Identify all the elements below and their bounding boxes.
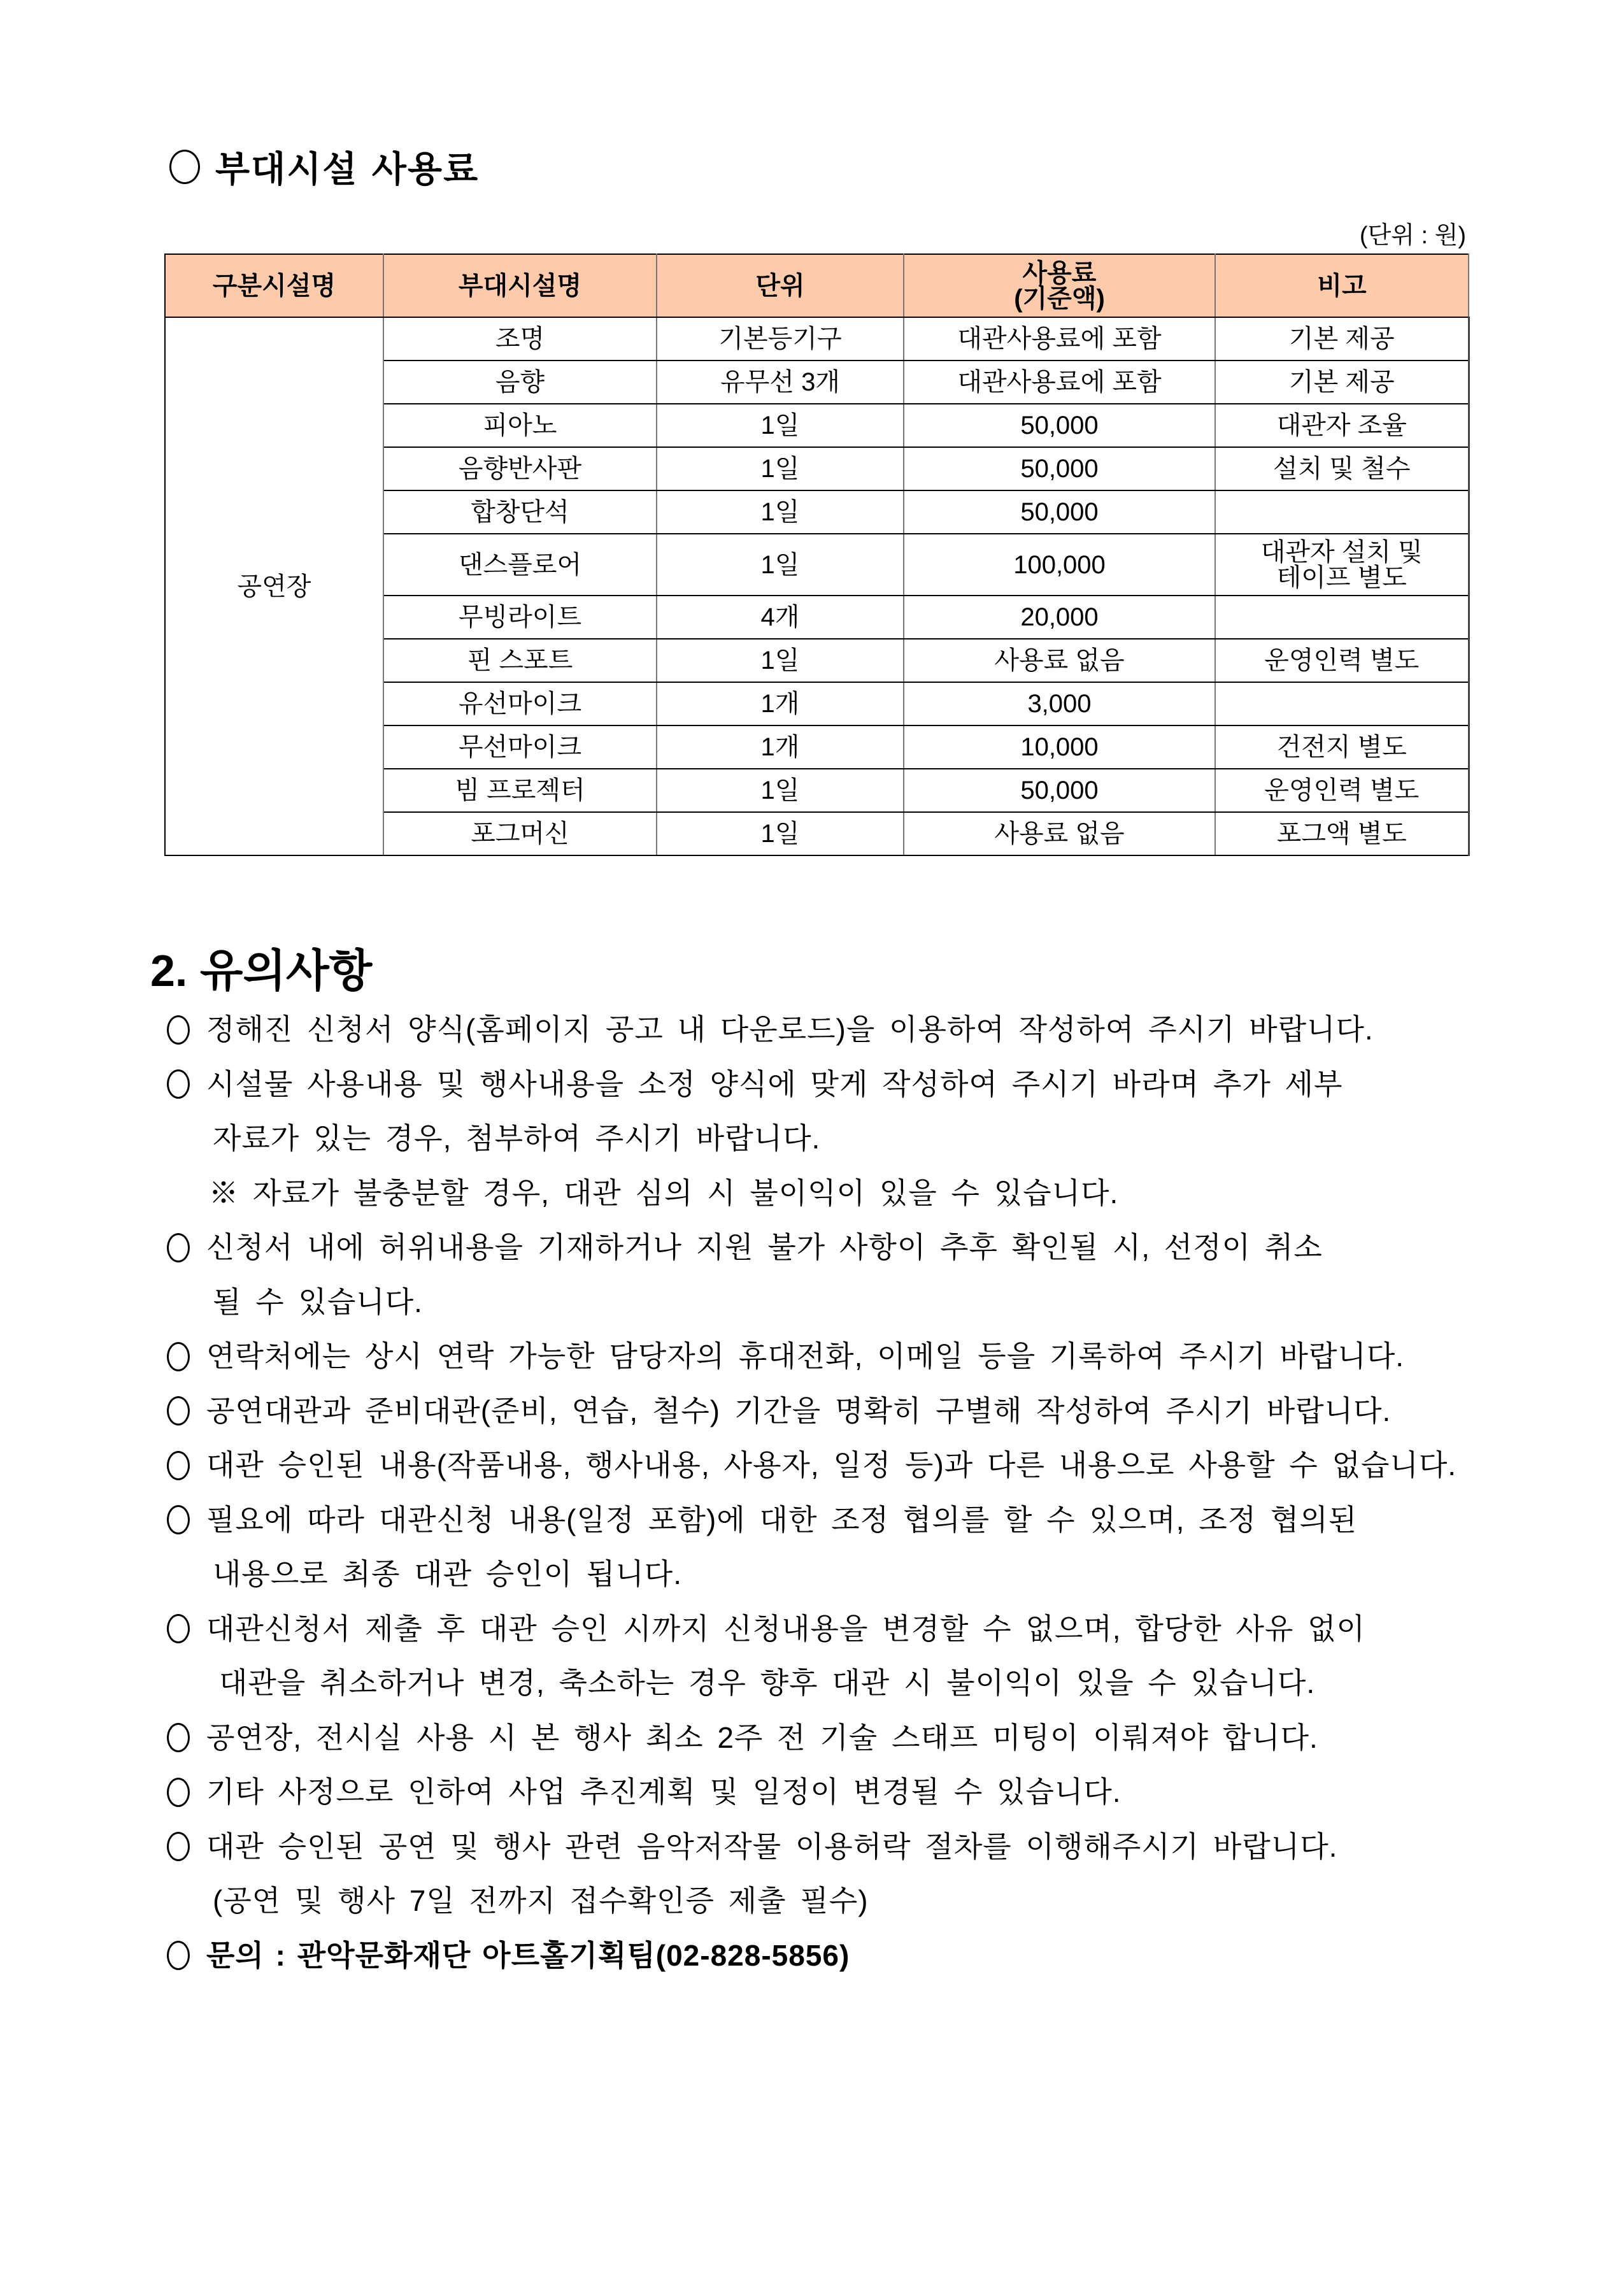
list-item: 기타 사정으로 인하여 사업 추진계획 및 일정이 변경될 수 있습니다.	[167, 1765, 1479, 1820]
circle-bullet-icon	[167, 1342, 190, 1371]
notes-heading: 2. 유의사항	[150, 946, 373, 996]
facility-fee-table	[164, 254, 1470, 856]
facility-cell: 포그머신	[383, 812, 657, 855]
list-item-continuation: 내용으로 최종 대관 승인이 됩니다.	[213, 1557, 683, 1590]
fee-cell: 사용료 없음	[904, 812, 1215, 855]
fee-cell: 100,000	[904, 534, 1215, 596]
note-cell	[1215, 490, 1469, 534]
note-cell: 포그액 별도	[1215, 812, 1469, 855]
note-cell	[1215, 682, 1469, 725]
note-line1: 대관자 설치 및	[1260, 538, 1423, 566]
circle-bullet-icon	[167, 1233, 190, 1262]
unit-cell: 1일	[657, 812, 904, 855]
circle-bullet-icon	[167, 1015, 190, 1045]
list-item-continuation: 될 수 있습니다.	[213, 1285, 423, 1318]
note-cell: 운영인력 별도	[1215, 639, 1469, 682]
fee-cell: 10,000	[904, 725, 1215, 769]
facility-cell: 댄스플로어	[383, 534, 657, 596]
list-item: 필요에 따라 대관신청 내용(일정 포함)에 대한 조정 협의를 할 수 있으며, 조정 협의된	[167, 1493, 1479, 1548]
unit-cell: 1일	[657, 639, 904, 682]
list-item: 대관 승인된 공연 및 행사 관련 음악저작물 이용허락 절차를 이행해주시기 바랍니다.	[167, 1820, 1479, 1875]
table-header-row	[165, 254, 1469, 317]
fee-cell: 대관사용료에 포함	[904, 317, 1215, 361]
facility-cell: 유선마이크	[383, 682, 657, 725]
unit-cell: 1개	[657, 682, 904, 725]
circle-bullet-icon	[169, 150, 200, 184]
fee-cell: 3,000	[904, 682, 1215, 725]
circle-bullet-icon	[167, 1505, 190, 1534]
fee-cell: 50,000	[904, 404, 1215, 447]
unit-cell: 1일	[657, 490, 904, 534]
list-item: 대관신청서 제출 후 대관 승인 시까지 신청내용을 변경할 수 없으며, 합당한 사유 없이	[167, 1602, 1479, 1657]
fee-cell: 20,000	[904, 596, 1215, 639]
facility-cell: 무선마이크	[383, 725, 657, 769]
note-cell: 대관자 조율	[1215, 404, 1469, 447]
note-cell	[1215, 534, 1469, 596]
circle-bullet-icon	[167, 1451, 190, 1480]
facility-cell: 핀 스포트	[383, 639, 657, 682]
note-cell: 기본 제공	[1215, 317, 1469, 361]
note-line2: 테이프 별도	[1276, 563, 1407, 592]
reference-note: ※ 자료가 불충분할 경우, 대관 심의 시 불이익이 있을 수 있습니다.	[209, 1176, 1119, 1210]
list-item-continuation: 대관을 취소하거나 변경, 축소하는 경우 향후 대관 시 불이익이 있을 수 있습니다.	[219, 1666, 1316, 1699]
fee-cell: 사용료 없음	[904, 639, 1215, 682]
category-cell: 공연장	[165, 317, 383, 855]
list-item: 공연장, 전시실 사용 시 본 행사 최소 2주 전 기술 스태프 미팅이 이뤄져야 합니다.	[167, 1711, 1479, 1766]
circle-bullet-icon	[167, 1778, 190, 1807]
facility-cell: 음향	[383, 361, 657, 404]
table-row	[165, 317, 1469, 361]
unit-cell: 4개	[657, 596, 904, 639]
circle-bullet-icon	[167, 1832, 190, 1861]
fee-cell: 대관사용료에 포함	[904, 361, 1215, 404]
list-item: 대관 승인된 내용(작품내용, 행사내용, 사용자, 일정 등)과 다른 내용으로 사용할 수 없습니다.	[167, 1438, 1479, 1493]
list-item-continuation: (공연 및 행사 7일 전까지 접수확인증 제출 필수)	[213, 1884, 869, 1917]
header-note: 비고	[1215, 254, 1469, 317]
fee-cell: 50,000	[904, 490, 1215, 534]
note-cell: 기본 제공	[1215, 361, 1469, 404]
circle-bullet-icon	[167, 1614, 190, 1643]
circle-bullet-icon	[167, 1396, 190, 1425]
unit-cell: 1일	[657, 769, 904, 812]
facility-cell: 피아노	[383, 404, 657, 447]
header-fee	[904, 254, 1215, 317]
fee-cell: 50,000	[904, 447, 1215, 490]
note-cell: 건전지 별도	[1215, 725, 1469, 769]
unit-cell: 1개	[657, 725, 904, 769]
header-fee-line1: 사용료	[1022, 259, 1097, 287]
section-title	[169, 141, 479, 192]
fee-cell: 50,000	[904, 769, 1215, 812]
header-unit: 단위	[657, 254, 904, 317]
note-cell: 운영인력 별도	[1215, 769, 1469, 812]
list-item-continuation: 자료가 있는 경우, 첨부하여 주시기 바랍니다.	[213, 1122, 821, 1155]
unit-cell: 1일	[657, 534, 904, 596]
list-item: 신청서 내에 허위내용을 기재하거나 지원 불가 사항이 추후 확인될 시, 선정이 취소	[167, 1220, 1479, 1275]
unit-cell: 유무선 3개	[657, 361, 904, 404]
section-title-text: 부대시설 사용료	[215, 149, 480, 190]
circle-bullet-icon	[167, 1723, 190, 1752]
unit-cell: 1일	[657, 404, 904, 447]
header-fee-line2: (기준액)	[1014, 284, 1105, 313]
note-cell	[1215, 596, 1469, 639]
facility-cell: 음향반사판	[383, 447, 657, 490]
facility-cell: 빔 프로젝터	[383, 769, 657, 812]
header-facility: 부대시설명	[383, 254, 657, 317]
unit-cell: 기본등기구	[657, 317, 904, 361]
unit-note: (단위 : 원)	[1359, 222, 1466, 249]
facility-cell: 무빙라이트	[383, 596, 657, 639]
note-cell: 설치 및 철수	[1215, 447, 1469, 490]
list-item: 연락처에는 상시 연락 가능한 담당자의 휴대전화, 이메일 등을 기록하여 주시기 바랍니다.	[167, 1329, 1479, 1384]
list-item: 정해진 신청서 양식(홈페이지 공고 내 다운로드)을 이용하여 작성하여 주시기 바랍니다.	[167, 1003, 1479, 1057]
facility-cell: 합창단석	[383, 490, 657, 534]
list-item: 시설물 사용내용 및 행사내용을 소정 양식에 맞게 작성하여 주시기 바라며 추가 세부	[167, 1057, 1479, 1112]
list-item: 공연대관과 준비대관(준비, 연습, 철수) 기간을 명확히 구별해 작성하여 주시기 바랍니다.	[167, 1384, 1479, 1439]
unit-cell: 1일	[657, 447, 904, 490]
header-category: 구분시설명	[165, 254, 383, 317]
contact-info: 문의 : 관악문화재단 아트홀기획팀(02-828-5856)	[167, 1929, 1479, 1983]
notes-list	[167, 1003, 1479, 1983]
facility-cell: 조명	[383, 317, 657, 361]
circle-bullet-icon	[167, 1069, 190, 1099]
circle-bullet-icon	[167, 1941, 190, 1970]
